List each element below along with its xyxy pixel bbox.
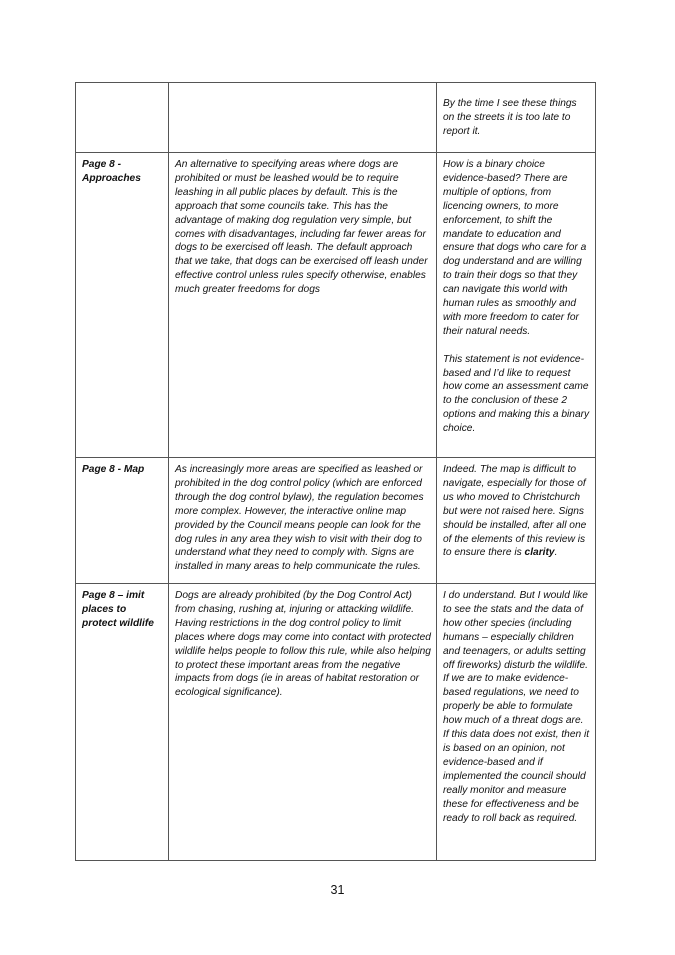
response-cell bbox=[437, 153, 596, 458]
response-paragraph: By the time I see these things on the streets it is too late to report it. bbox=[443, 98, 577, 137]
response-cell bbox=[437, 584, 596, 861]
topic-cell: Page 8 - Approaches bbox=[76, 153, 169, 458]
table-row bbox=[76, 83, 596, 153]
response-text: Indeed. The map is difficult to navigate, especially for those of us who moved to Christchurch but were not raised here. Signs should be installed, after all one of the elements of this review is to ensure there is bbox=[443, 464, 587, 559]
response-cell bbox=[437, 83, 596, 153]
response-paragraph bbox=[443, 463, 590, 560]
table-row bbox=[76, 584, 596, 861]
feedback-table bbox=[75, 82, 596, 861]
topic-cell bbox=[76, 83, 169, 153]
response-paragraph: I do understand. But I would like to see the stats and the data of how other species (including humans – especially children and teenagers, or adults setting off fireworks) disturb the wildlife. If we are to make evidence-based regulations, we need to properly be able to formulate how much of a threat dogs are. If this data does not exist, then it is based on an opinion, not evidence-based and if implemented the council should really monitor and measure these for effectiveness and be ready to roll back as required. bbox=[443, 590, 590, 824]
council-text-cell: Dogs are already prohibited (by the Dog Control Act) from chasing, rushing at, injuring or attacking wildlife. Having restrictions in the dog control policy to limit places where dogs may come into contact with protected wildlife helps people to follow this rule, while also helping to protect these important areas from the negative impacts from dogs (ie in areas of habitat restoration or ecological significance). bbox=[169, 584, 437, 861]
council-text-cell: An alternative to specifying areas where dogs are prohibited or must be leashed would be to require leashing in all public places by default. This is the approach that some councils take. This has the advantage of making dog regulation very simple, but comes with disadvantages, including far fewer areas for dogs to be exercised off leash. The default approach that we take, that dogs can be exercised off leash under effective control unless rules specify otherwise, enables much greater freedoms for dogs bbox=[169, 153, 437, 458]
page-number: 31 bbox=[330, 883, 345, 897]
table-row bbox=[76, 458, 596, 584]
response-emphasis: clarity bbox=[524, 547, 555, 559]
council-text-cell: As increasingly more areas are specified as leashed or prohibited in the dog control policy (which are enforced through the dog control bylaw), the regulation becomes more complex. However, the interactive online map provided by the Council means people can look for the dog rules in any area they wish to visit with their dog to understand what they need to comply with. Signs are installed in many areas to help communicate the rules. bbox=[169, 458, 437, 584]
table-row bbox=[76, 153, 596, 458]
response-paragraph: How is a binary choice evidence-based? There are multiple of options, from licencing owners, to more enforcement, to shift the mandate to education and ensure that dogs who care for a dog understand and are willing to train their dogs so that they can navigate this world with human rules as smoothly and with more freedom to cater for their natural needs. bbox=[443, 159, 587, 337]
response-paragraph: This statement is not evidence-based and I’d like to request how come an assessment came to the conclusion of these 2 options and making this a binary choice. bbox=[443, 353, 590, 435]
council-text-cell bbox=[169, 83, 437, 153]
topic-cell: Page 8 – imit places to protect wildlife bbox=[76, 584, 169, 861]
response-text-end: . bbox=[554, 547, 558, 559]
topic-cell: Page 8 - Map bbox=[76, 458, 169, 584]
response-cell bbox=[437, 458, 596, 584]
